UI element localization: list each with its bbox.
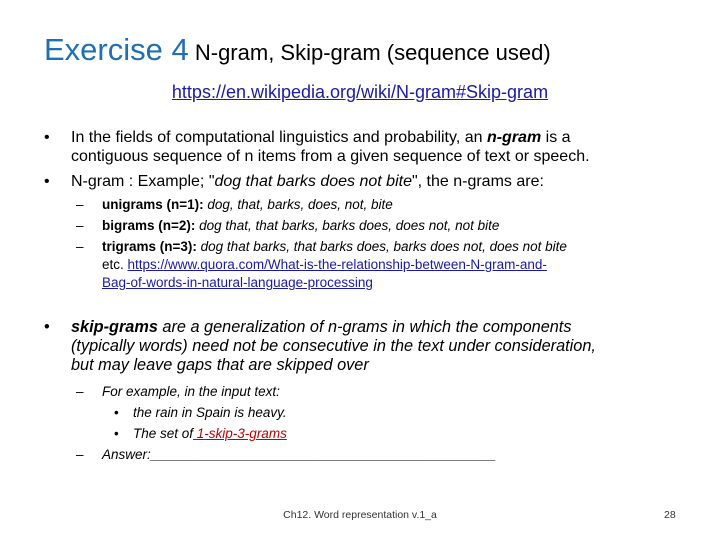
dash: – (76, 239, 84, 254)
example-set (114, 423, 527, 444)
bullet-ngram-definition (44, 128, 590, 166)
text: ", the n-grams are: (411, 173, 544, 190)
term-ngram: n-gram (486, 129, 542, 146)
text: etc. (102, 257, 128, 272)
label: bigrams (n=2): (102, 218, 196, 233)
example-sentence (114, 402, 527, 423)
dash: – (76, 218, 84, 233)
example-intro (76, 381, 496, 402)
text: For example, in the input text: (102, 384, 280, 399)
quora-link[interactable]: https://www.quora.com/What-is-the-relationship-between-N-gram-and- Bag-of-words-in-natural-language-processing (102, 257, 547, 290)
dash: – (76, 197, 84, 212)
bullet-skipgram-definition (44, 318, 596, 375)
page-number: 28 (664, 509, 676, 521)
values: dog that, that barks, barks does, does not, not bite (195, 218, 500, 233)
text: N-gram : Example; " (71, 173, 215, 190)
values: dog that barks, that barks does, barks does not, does not bite (196, 239, 567, 254)
bullet-ngram-example (44, 172, 544, 191)
wikipedia-link[interactable]: https://en.wikipedia.org/wiki/N-gram#Skip-gram (171, 82, 549, 102)
text: contiguous sequence of n items from a given sequence of text or speech. (71, 148, 590, 165)
text: (typically words) need not be consecutive in the text under consideration, (71, 337, 596, 355)
label: trigrams (n=3): (102, 239, 197, 254)
bullet-dot: • (44, 129, 50, 146)
answer-blank: Answer:______________________________________________ (102, 447, 497, 462)
slide-title (44, 32, 551, 68)
bullet-dot: • (44, 173, 50, 190)
text: but may leave gaps that are skipped over (71, 356, 369, 374)
quora-reference (102, 256, 567, 292)
ngram-item-unigrams (76, 195, 567, 214)
values: dog, that, barks, does, not, bite (203, 197, 393, 212)
term-1-skip-3-grams: 1-skip-3-grams (193, 426, 287, 441)
text: the rain in Spain is heavy. (133, 405, 287, 420)
dash: – (76, 384, 84, 399)
text: are a generalization of n-grams in which the components (157, 318, 572, 336)
answer-line (76, 444, 497, 465)
text: In the fields of computational linguistics and probability, an (71, 129, 487, 146)
title-subtitle: N-gram, Skip-gram (sequence used) (194, 40, 551, 65)
label: unigrams (n=1): (102, 197, 204, 212)
dash: – (76, 447, 84, 462)
title-exercise: Exercise 4 (44, 32, 189, 67)
ngram-item-trigrams (76, 237, 567, 256)
ngram-item-bigrams (76, 216, 567, 235)
footer: Ch12. Word representation v.1_a (283, 509, 437, 521)
text: The set of (133, 426, 194, 441)
ngram-list (76, 195, 567, 292)
skipgram-example (76, 381, 497, 465)
bullet-dot: • (114, 426, 119, 441)
bullet-dot: • (114, 405, 119, 420)
text: is a (541, 129, 571, 146)
example-phrase: dog that barks does not bite (214, 173, 412, 190)
term-skipgrams: skip-grams (71, 318, 158, 336)
bullet-dot: • (44, 318, 50, 336)
